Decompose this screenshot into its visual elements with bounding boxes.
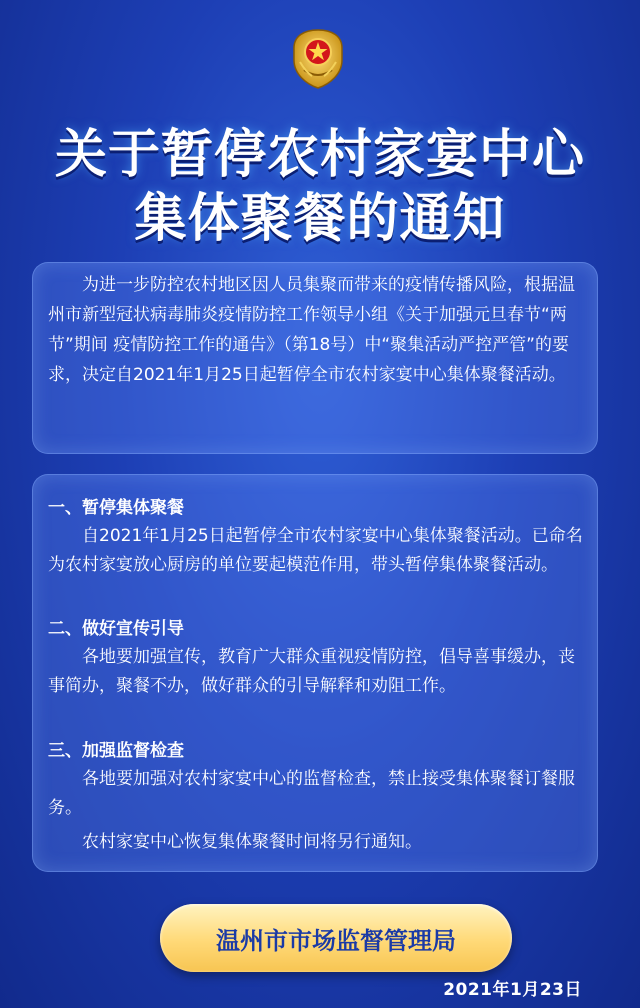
section-heading: 二、做好宣传引导 [48,619,184,639]
agency-label: 温州市市场监督管理局 [216,926,456,955]
section-heading: 一、暂停集体聚餐 [48,498,184,518]
closing-notice [48,828,584,857]
intro-paragraph: 为进一步防控农村地区因人员集聚而带来的疫情传播风险，根据温州市新型冠状病毒肺炎疫情防控工作领导小组《关于加强元旦春节“两节”期间 疫情防控工作的通告》（第18号）中“聚集活动严控严管”的要求，决定自2021年1月25日起暂停全市农村家宴中心集体聚餐活动。 [48,275,575,385]
section-body: 各地要加强对农村家宴中心的监督检查，禁止接受集体聚餐订餐服务。 [48,769,575,818]
section-2 [48,615,584,701]
page-title-line2: 集体聚餐的通知 [134,189,506,249]
page-title-line1: 关于暂停农村家宴中心 [54,125,585,185]
section-body: 各地要加强宣传，教育广大群众重视疫情防控，倡导喜事缓办，丧事简办，聚餐不办，做好群众的引导解释和劝阻工作。 [48,647,575,696]
section-heading: 三、加强监督检查 [48,741,184,761]
section-3 [48,737,584,823]
section-body: 自2021年1月25日起暂停全市农村家宴中心集体聚餐活动。已命名为农村家宴放心厨房的单位要起模范作用，带头暂停集体聚餐活动。 [48,526,583,575]
agency-button[interactable] [160,904,512,972]
emblem-icon [286,26,350,90]
closing-text: 农村家宴中心恢复集体聚餐时间将另行通知。 [82,832,422,852]
section-1 [48,494,584,580]
publish-date: 2021年1月23日 [443,980,582,1000]
